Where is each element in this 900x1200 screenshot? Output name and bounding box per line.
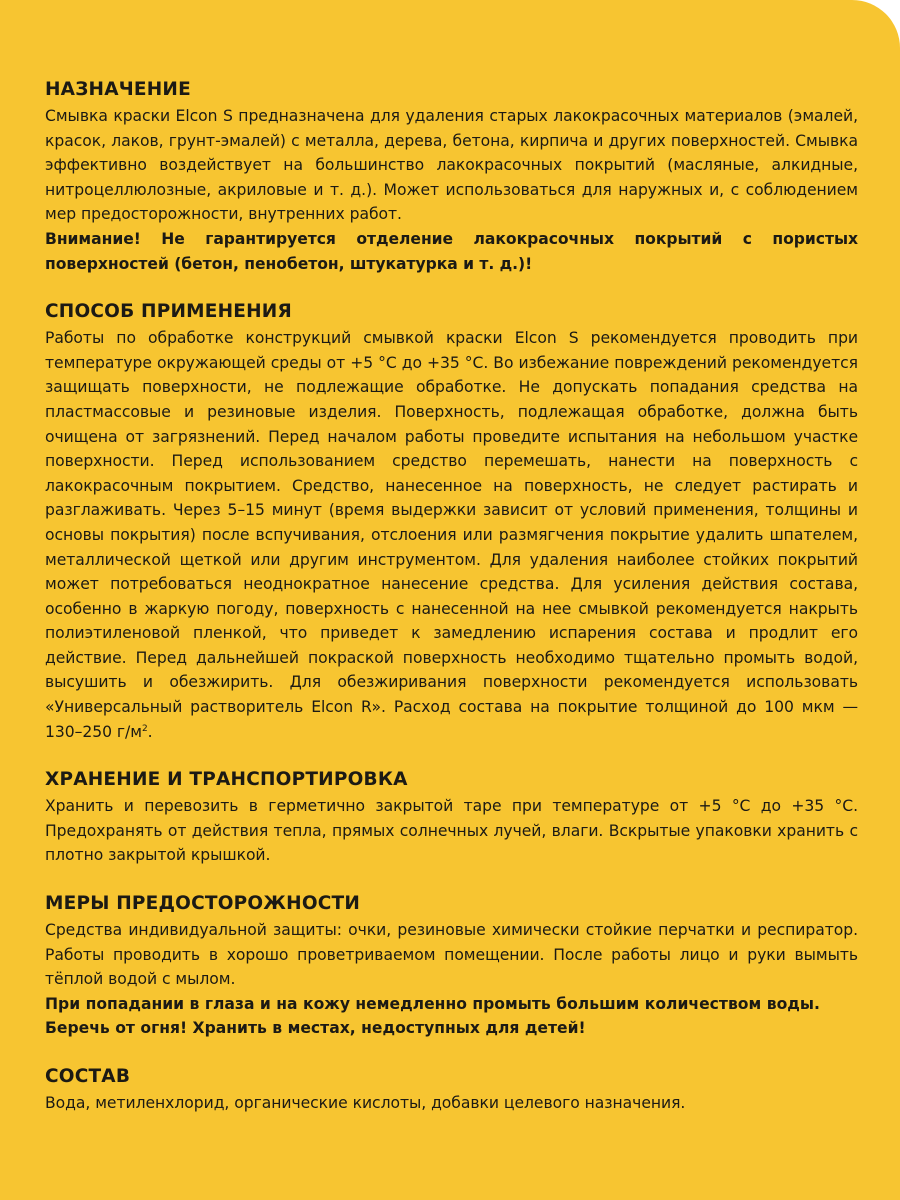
warning-lead: Внимание! [45, 229, 141, 248]
precautions-eye-warning: При попадании в глаза и на кожу немедленно промыть большим количеством воды. [45, 994, 820, 1013]
precautions-text: Средства индивидуальной защиты: очки, резиновые химически стойкие перчатки и респиратор. Работы проводить в хорошо проветриваемом помещении. После работы лицо и руки вымыть тёплой водой с мылом. [45, 921, 858, 989]
usage-body: Работы по обработке конструкций смывкой краски Elcon S рекомендуется проводить при температуре окружающей среды от +5 °C до +35 °C. Во избежание повреждений рекомендуется защищать поверхности, не подлежащие обработке. Не допускать попадания средства на пластмассовые и резиновые изделия. Поверхность, подлежащая обработке, должна быть очищена от загрязнений. Перед началом работы проведите испытания на небольшом участке поверхности. Перед использованием средство перемешать, нанести на поверхность с лакокрасочным покрытием. Средство, нанесенное на поверхность, не следует растирать и разглаживать. Через 5–15 минут (время выдержки зависит от условий применения, толщины и основы покрытия) после вспучивания, отслоения или размягчения покрытие удалить шпателем, металлической щеткой или другим инструментом. Для удаления наиболее стойких покрытий может потребоваться неоднократное нанесение средства. Для усиления действия состава, особенно в жаркую погоду, поверхность с нанесенной на нее смывкой рекомендуется накрыть полиэтиленовой пленкой, что приведет к замедлению испарения состава и продлит его действие. Перед дальнейшей покраской поверхность необходимо тщательно промыть водой, высушить и обезжирить. Для обезжиривания поверхности рекомендуется использовать «Универсальный растворитель Elcon R». Расход состава на покрытие толщиной до 100 мкм — 130–250 г/м [45, 329, 858, 741]
section-usage [45, 298, 858, 744]
precautions-heading: МЕРЫ ПРЕДОСТОРОЖНОСТИ [45, 893, 361, 915]
composition-heading: СОСТАВ [45, 1066, 131, 1087]
usage-text [45, 326, 858, 744]
usage-end: . [147, 722, 153, 741]
usage-unit-superscript: 2 [141, 723, 148, 734]
section-composition [45, 1063, 858, 1116]
composition-text: Вода, метиленхлорид, органические кислоты, добавки целевого назначения. [45, 1094, 686, 1112]
precautions-fire-warning: Беречь от огня! Хранить в местах, недоступных для детей! [45, 1019, 586, 1038]
section-purpose [45, 76, 858, 276]
storage-heading: ХРАНЕНИЕ И ТРАНСПОРТИРОВКА [45, 769, 408, 791]
section-storage [45, 766, 858, 868]
section-precautions [45, 890, 858, 1041]
warning-text: Не гарантируется отделение лакокрасочных покрытий с пористых поверхностей (бетон, пенобетон, штукатурка и т. д.)! [45, 229, 858, 273]
purpose-text: Смывка краски Elcon S предназначена для удаления старых лакокрасочных материалов (эмалей, красок, лаков, грунт-эмалей) с металла, дерева, бетона, кирпича и других поверхностей. Смывка эффективно воздействует на большинство лакокрасочных покрытий (масляные, алкидные, нитроцеллюлозные, акриловые и т. д.). Может использоваться для наружных и, с соблюдением мер предосторожности, внутренних работ. [45, 107, 858, 224]
storage-text: Хранить и перевозить в герметично закрытой таре при температуре от +5 °C до +35 °C. Предохранять от действия тепла, прямых солнечных лучей, влаги. Вскрытые упаковки хранить с плотно закрытой крышкой. [45, 797, 858, 865]
usage-heading: СПОСОБ ПРИМЕНЕНИЯ [45, 301, 292, 323]
purpose-heading: НАЗНАЧЕНИЕ [45, 79, 191, 100]
purpose-warning [45, 227, 858, 276]
